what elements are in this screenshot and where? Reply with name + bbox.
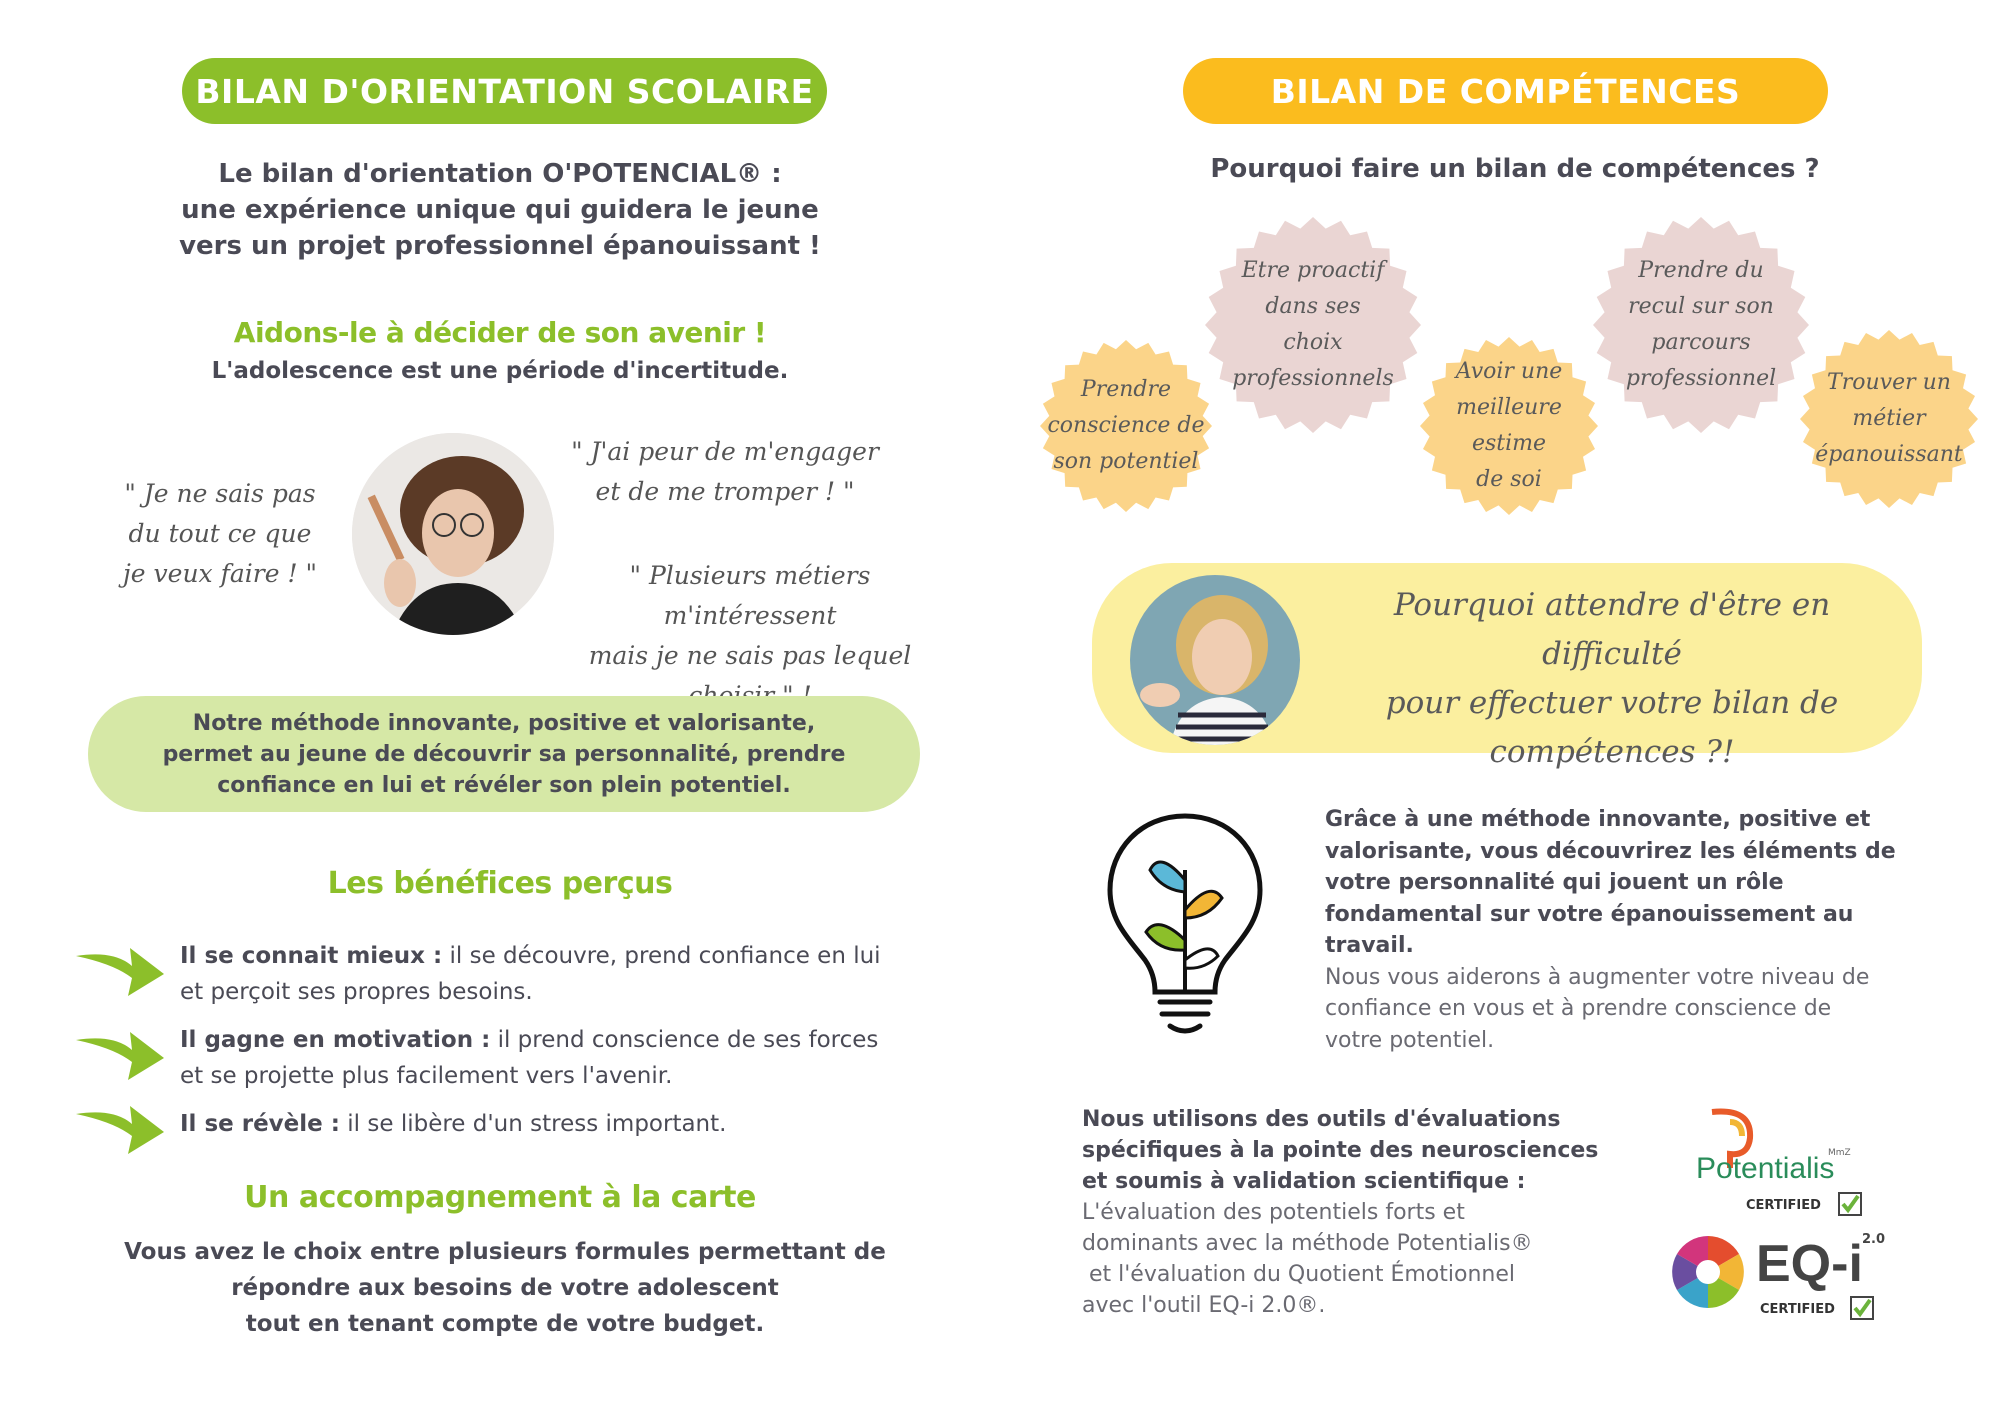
badge-seal (1593, 217, 1809, 433)
badge-text: Avoir une meilleure estime de soi (1455, 359, 1563, 492)
badge-text: Prendre conscience de son potentiel (1047, 377, 1205, 474)
eqi-logo: EQ-i 2.0 CERTIFIED (1670, 1224, 1890, 1324)
quote-right-1: " J'ai peur de m'engager et de me tromper ! " (571, 437, 879, 506)
carte-text: Vous avez le choix entre plusieurs formules permettant de répondre aux besoins de votre adolescent tout en tenant compte de votre budget. (124, 1239, 886, 1337)
arrow-icon (74, 942, 166, 998)
question-title: Pourquoi faire un bilan de compétences ? (1210, 154, 1820, 184)
lightbulb-plant-icon (1100, 810, 1270, 1040)
header-orientation: BILAN D'ORIENTATION SCOLAIRE (182, 58, 827, 124)
method-box: Notre méthode innovante, positive et valorisante, permet au jeune de découvrir sa personnalité, prendre confiance en lui et révéler son plein potentiel. (88, 696, 920, 812)
benefit-item: Il gagne en motivation : il prend conscience de ses forces et se projette plus facilement vers l'avenir. (74, 1022, 914, 1106)
badge-text: Trouver un métier épanouissant (1815, 370, 1963, 467)
carte-title: Un accompagnement à la carte (244, 1180, 756, 1215)
header-competences: BILAN DE COMPÉTENCES (1183, 58, 1828, 124)
grace-text: Grâce à une méthode innovante, positive et valorisante, vous découvrirez les éléments de votre personnalité qui jouent un rôle fondamental sur votre épanouissement au travail. Nous vous aiderons à augmenter votre niveau de confiance en vous et à prendre conscience de votre potentiel. (1325, 807, 1896, 1053)
subtitle-avenir: Aidons-le à décider de son avenir ! (233, 316, 767, 349)
quote-left: " Je ne sais pas du tout ce que je veux faire ! " (123, 479, 317, 588)
benefit-item: Il se connait mieux : il se découvre, prend confiance en lui et perçoit ses propres besoins. (74, 938, 914, 1022)
subtitle-line: L'adolescence est une période d'incertitude. (211, 358, 789, 384)
flower-icon (1670, 1234, 1746, 1310)
wait-box (1092, 563, 1922, 770)
benefits-list (74, 938, 914, 1166)
wait-text: Pourquoi attendre d'être en difficulté pour effectuer votre bilan de compétences ?! (1385, 587, 1839, 770)
girl-photo (352, 433, 554, 635)
badge-seal (1800, 330, 1978, 508)
intro-text: Le bilan d'orientation O'POTENCIAL® : une expérience unique qui guidera le jeune vers un projet professionnel épanouissant ! (179, 159, 821, 261)
quote-right-2: " Plusieurs métiers m'intéressent mais je ne sais pas lequel (588, 561, 912, 670)
badge-seal (1040, 340, 1212, 512)
badge-seal (1420, 337, 1598, 515)
check-icon (1850, 1296, 1874, 1320)
benefit-item: Il se révèle : il se libère d'un stress important. (74, 1106, 914, 1166)
badge-text: Etre proactif dans ses choix professionnels (1232, 258, 1394, 391)
woman-photo (1130, 575, 1300, 745)
benefits-title: Les bénéfices perçus (327, 866, 673, 901)
check-icon (1838, 1192, 1862, 1216)
potentialis-logo: Potentialis MmZ CERTIFIED (1696, 1108, 1866, 1218)
tools-text: Nous utilisons des outils d'évaluations spécifiques à la pointe des neurosciences et soumis à validation scientifique : L'évaluation des potentiels forts et dominants avec la méthode Potentialis® et l'évaluation du Quotient Émotionnel avec l'outil EQ-i 2.0®. (1082, 1107, 1599, 1318)
arrow-icon (74, 1100, 166, 1156)
badge-seal (1205, 217, 1421, 433)
badge-text: Prendre du recul sur son parcours professionnel (1625, 258, 1777, 391)
arrow-icon (74, 1026, 166, 1082)
